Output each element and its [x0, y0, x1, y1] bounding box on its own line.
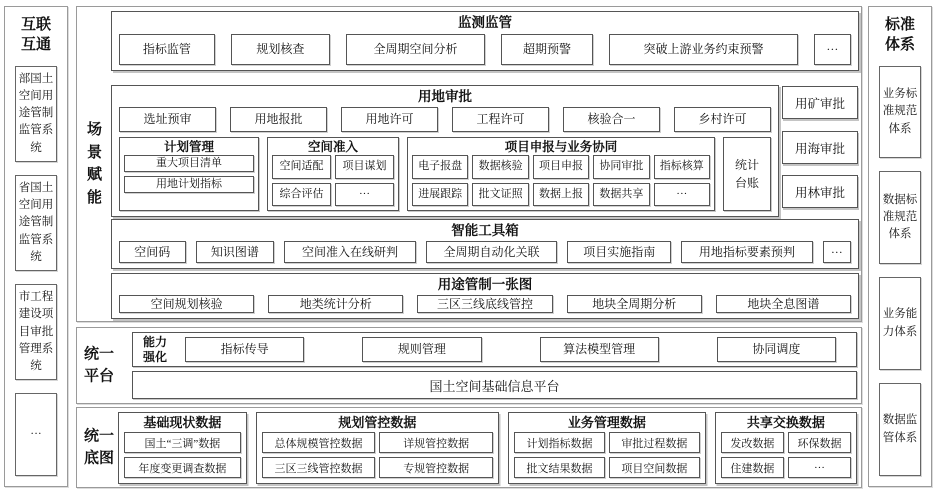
capability-item: 算法模型管理: [540, 337, 659, 362]
basemap-item: 国土“三调”数据: [124, 432, 241, 453]
standard-system-business: 业务标准规范体系: [879, 66, 921, 159]
plan-management-group: [119, 137, 259, 211]
declare-item: 进展跟踪: [412, 183, 468, 207]
interconnect-title: 互联互通: [20, 17, 51, 54]
toolbox-item: 项目实施指南: [567, 241, 671, 263]
access-item: 综合评估: [272, 183, 331, 207]
toolbox-item: 空间准入在线研判: [284, 241, 416, 263]
plan-item: 重大项目清单: [124, 155, 254, 172]
planning-control-data-group: [256, 412, 499, 484]
standards-panel: [868, 6, 932, 487]
one-map-row: [119, 295, 851, 313]
current-status-data-group: [118, 412, 247, 484]
approval-subgroups: [119, 137, 771, 211]
basemap-item: 项目空间数据: [609, 457, 700, 478]
approval-stage-row: [119, 107, 771, 132]
basemap-item: 专规管控数据: [379, 457, 493, 478]
approval-stage: 工程许可: [452, 107, 549, 132]
monitoring-title: 监测监管: [458, 15, 512, 30]
land-approval-title: 用地审批: [418, 89, 472, 104]
mining-approval-box: 用矿审批: [782, 86, 858, 119]
approval-stage: 乡村许可: [674, 107, 771, 132]
basemap-item-more: ···: [788, 457, 851, 478]
toolbox-item: 用地指标要素预判: [681, 241, 813, 263]
toolbox-item: 知识图谱: [196, 241, 275, 263]
declare-item: 数据共享: [593, 183, 649, 207]
forest-approval-box: 用林审批: [782, 175, 858, 208]
unified-basemap-label: 统一底图: [83, 428, 114, 467]
capability-label: 能力强化: [142, 334, 167, 364]
project-declaration-title: 项目申报与业务协同: [504, 140, 618, 154]
declare-item: 项目申报: [533, 155, 589, 179]
declare-item: 电子报盘: [412, 155, 468, 179]
one-map-item: 三区三线底线管控: [417, 295, 552, 313]
unified-platform-zone: [76, 327, 862, 404]
external-system-ministry: 部国土空间用途管制监管系统: [15, 66, 57, 162]
plan-management-title: 计划管理: [163, 140, 214, 154]
access-item: 项目谋划: [335, 155, 394, 179]
standard-system-capability: 业务能力体系: [879, 277, 921, 370]
approval-stage: 核验合一: [563, 107, 660, 132]
monitoring-section: [111, 11, 859, 71]
planning-control-data-title: 规划管控数据: [338, 415, 417, 430]
land-approval-section: [111, 85, 779, 217]
monitoring-item-more: ···: [814, 34, 851, 65]
one-map-title: 用途管制一张图: [437, 277, 533, 292]
declare-item: 协同审批: [593, 155, 649, 179]
capability-row: [132, 332, 857, 367]
basemap-item: 住建数据: [721, 457, 784, 478]
monitoring-item: 全周期空间分析: [346, 34, 485, 65]
declare-item: 数据核验: [472, 155, 528, 179]
approval-stage: 选址预审: [119, 107, 216, 132]
standards-items: [879, 66, 921, 477]
capability-item: 协同调度: [717, 337, 836, 362]
approval-stage: 用地许可: [341, 107, 438, 132]
basemap-item: 三区三线管控数据: [262, 457, 376, 478]
approval-stage: 用地报批: [230, 107, 327, 132]
capability-item: 指标传导: [185, 337, 304, 362]
basemap-item: 发改数据: [721, 432, 784, 453]
standards-title: 标准体系: [884, 17, 915, 54]
one-map-item: 地块全周期分析: [567, 295, 702, 313]
toolbox-row: [119, 241, 851, 263]
scene-zone-label: 场景赋能: [86, 122, 102, 206]
monitoring-item: 超期预警: [501, 34, 593, 65]
basemap-item: 审批过程数据: [609, 432, 700, 453]
space-access-title: 空间准入: [307, 140, 358, 154]
base-information-platform-bar: 国土空间基础信息平台: [132, 371, 857, 399]
declare-item: 批文证照: [472, 183, 528, 207]
basemap-item: 环保数据: [788, 432, 851, 453]
basemap-item: 计划指标数据: [514, 432, 605, 453]
business-management-data-title: 业务管理数据: [567, 415, 646, 430]
one-map-item: 空间规划核验: [119, 295, 254, 313]
access-item-more: ···: [335, 183, 394, 207]
project-declaration-group: [407, 137, 715, 211]
monitoring-item: 指标监管: [119, 34, 215, 65]
declare-item: 指标核算: [654, 155, 710, 179]
plan-item: 用地计划指标: [124, 176, 254, 193]
capability-item: 规则管理: [362, 337, 481, 362]
toolbox-item-more: ···: [823, 241, 851, 263]
smart-toolbox-title: 智能工具箱: [451, 223, 519, 238]
shared-exchange-data-group: [715, 412, 857, 484]
external-system-city: 市工程建设项目审批管理系统: [15, 284, 57, 380]
basemap-item: 总体规模管控数据: [262, 432, 376, 453]
interconnect-items: [15, 66, 57, 477]
access-item: 空间适配: [272, 155, 331, 179]
declare-item-more: ···: [654, 183, 710, 207]
unified-basemap-zone: [76, 407, 862, 488]
one-map-item: 地块全息图谱: [716, 295, 851, 313]
toolbox-item: 全周期自动化关联: [426, 241, 558, 263]
declare-item: 数据上报: [533, 183, 589, 207]
space-access-group: [267, 137, 399, 211]
unified-platform-label: 统一平台: [83, 346, 114, 385]
basemap-item: 批文结果数据: [514, 457, 605, 478]
one-map-item: 地类统计分析: [268, 295, 403, 313]
standard-system-data: 数据标准规范体系: [879, 171, 921, 264]
monitoring-item: 规划核查: [231, 34, 330, 65]
monitoring-row: [119, 34, 851, 65]
current-status-data-title: 基础现状数据: [143, 415, 222, 430]
one-map-section: [111, 273, 859, 319]
smart-toolbox-section: [111, 219, 859, 269]
toolbox-item: 空间码: [119, 241, 186, 263]
shared-exchange-data-title: 共享交换数据: [746, 415, 825, 430]
sea-approval-box: 用海审批: [782, 131, 858, 164]
scene-zone: [76, 6, 862, 322]
monitoring-item: 突破上游业务约束预警: [609, 34, 798, 65]
external-system-province: 省国土空间用途管制监管系统: [15, 175, 57, 271]
external-system-more: ···: [15, 393, 57, 476]
standard-system-supervision: 数据监管体系: [879, 383, 921, 476]
basemap-item: 年度变更调查数据: [124, 457, 241, 478]
business-management-data-group: [508, 412, 706, 484]
basemap-item: 详规管控数据: [379, 432, 493, 453]
interconnect-panel: [4, 6, 68, 487]
statistics-ledger-box: 统计台账: [723, 137, 771, 211]
